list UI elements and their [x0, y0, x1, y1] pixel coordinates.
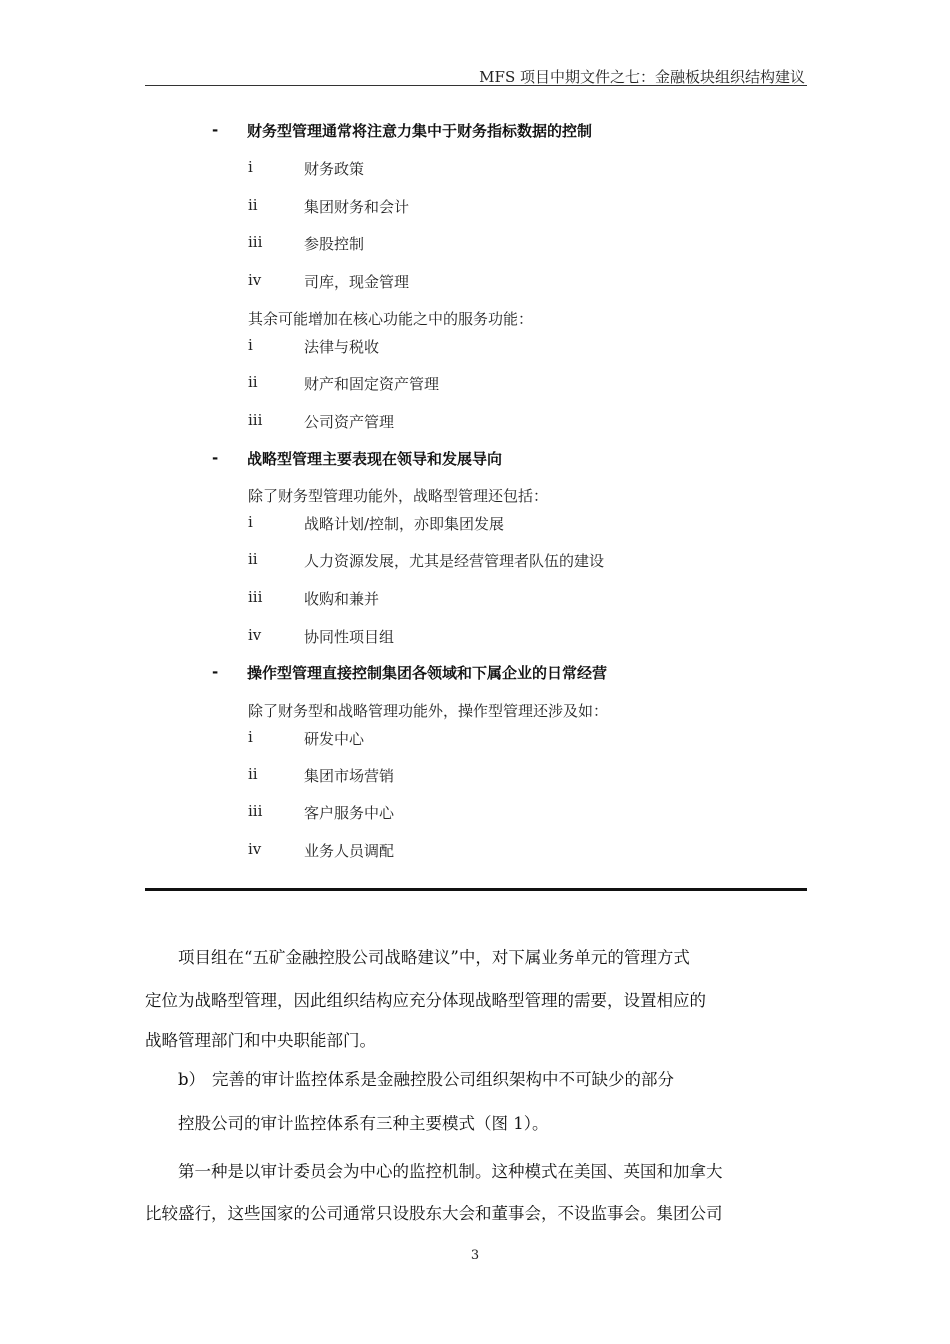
list-item: 协同性项目组 [304, 628, 395, 646]
bullet-dash: - [212, 663, 219, 681]
list-item: 集团财务和会计 [304, 198, 410, 216]
list-item: 战略计划/控制，亦即集团发展 [304, 515, 505, 533]
list-item-number: i [248, 158, 253, 176]
list-item-number: iv [248, 271, 262, 289]
list-item-number: ii [248, 196, 258, 214]
list-item: 客户服务中心 [304, 804, 395, 822]
list-item-number: i [248, 336, 253, 354]
list-item-number: ii [248, 373, 258, 391]
paragraph-line: 定位为战略型管理，因此组织结构应充分体现战略型管理的需要，设置相应的 [145, 991, 706, 1010]
list-item-number: iii [248, 233, 263, 251]
paragraph-line: 控股公司的审计监控体系有三种主要模式（图 1）。 [178, 1114, 549, 1133]
list-item-number: iii [248, 588, 263, 606]
section-heading-operational: 操作型管理直接控制集团各领域和下属企业的日常经营 [247, 664, 608, 682]
list-item: 研发中心 [304, 730, 365, 748]
list-item: 集团市场营销 [304, 767, 395, 785]
section-heading-strategic: 战略型管理主要表现在领导和发展导向 [247, 450, 503, 468]
list-item: 业务人员调配 [304, 842, 395, 860]
box-bottom-rule [145, 888, 807, 891]
list-item-number: i [248, 728, 253, 746]
list-item: 参股控制 [304, 235, 365, 253]
running-header: MFS 项目中期文件之七：金融板块组织结构建议 [479, 68, 805, 86]
paragraph-line: 比较盛行，这些国家的公司通常只设股东大会和董事会，不设监事会。集团公司 [145, 1204, 723, 1223]
list-item: 财产和固定资产管理 [304, 375, 440, 393]
page-number: 3 [470, 1248, 480, 1263]
list-intro: 除了财务型管理功能外，战略型管理还包括： [248, 487, 549, 505]
subsection-heading: 完善的审计监控体系是金融控股公司组织架构中不可缺少的部分 [212, 1070, 674, 1089]
list-item: 公司资产管理 [304, 413, 395, 431]
header-rule [145, 85, 807, 86]
subsection-label: b） [178, 1070, 206, 1089]
list-item: 收购和兼并 [304, 590, 380, 608]
bullet-dash: - [212, 121, 219, 139]
paragraph-line: 第一种是以审计委员会为中心的监控机制。这种模式在美国、英国和加拿大 [178, 1162, 723, 1181]
list-item: 财务政策 [304, 160, 365, 178]
list-item-number: iv [248, 840, 262, 858]
paragraph-line: 项目组在“五矿金融控股公司战略建议”中，对下属业务单元的管理方式 [178, 948, 690, 967]
list-intro: 其余可能增加在核心功能之中的服务功能： [248, 310, 534, 328]
list-item: 法律与税收 [304, 338, 380, 356]
list-item-number: ⅰv [248, 626, 262, 644]
paragraph-line: 战略管理部门和中央职能部门。 [145, 1031, 376, 1050]
section-heading-financial: 财务型管理通常将注意力集中于财务指标数据的控制 [247, 122, 593, 140]
bullet-dash: - [212, 449, 219, 467]
list-item-number: iii [248, 802, 263, 820]
list-intro: 除了财务型和战略管理功能外，操作型管理还涉及如： [248, 702, 609, 720]
list-item-number: i [248, 513, 253, 531]
list-item: 司库，现金管理 [304, 273, 410, 291]
list-item-number: ii [248, 550, 258, 568]
list-item-number: iii [248, 411, 263, 429]
list-item: 人力资源发展，尤其是经营管理者队伍的建设 [304, 552, 605, 570]
list-item-number: ii [248, 765, 258, 783]
